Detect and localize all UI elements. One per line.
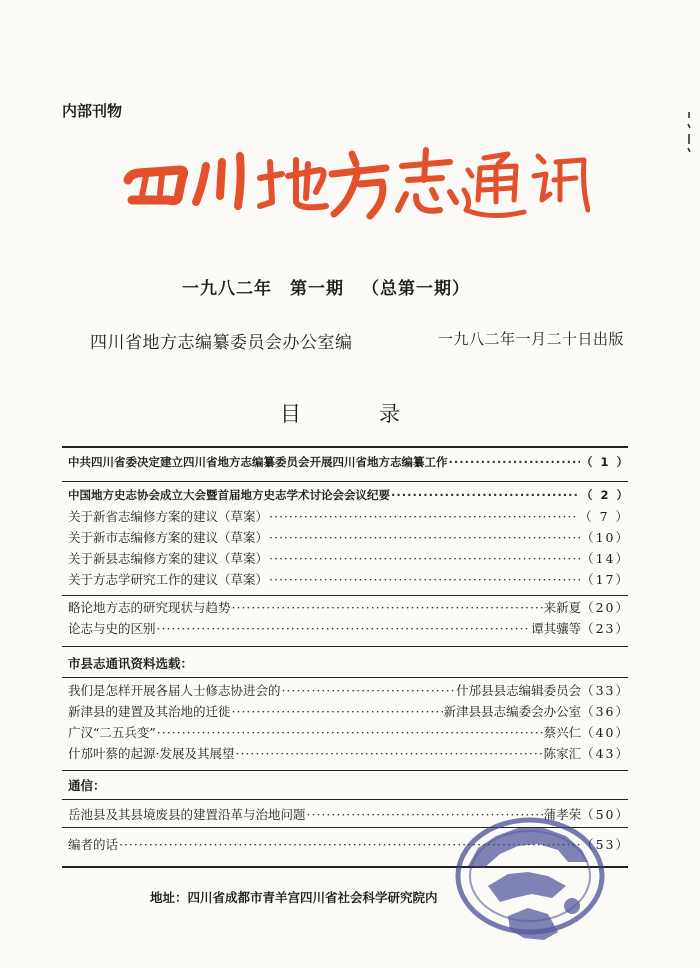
dot-leader — [269, 528, 580, 548]
toc-entry[interactable] — [68, 723, 630, 743]
toc-entry-title: 新津县的建置及其治地的迁徙 — [68, 704, 231, 719]
dot-leader — [157, 619, 531, 639]
dot-leader — [269, 570, 580, 590]
toc-entry-title: 广汉“二五兵变” — [68, 725, 156, 740]
toc-entry-page: （40） — [581, 725, 630, 740]
toc-entry[interactable] — [68, 528, 630, 548]
dot-leader — [449, 452, 580, 472]
toc-entry-page: （36） — [581, 704, 630, 719]
toc-entry-page: （14） — [581, 551, 630, 566]
issue-number: 第一期 — [290, 279, 344, 299]
internal-publication-label: 内部刊物 — [62, 102, 123, 120]
toc-divider — [62, 646, 628, 647]
toc-entry-author: 谭其骧等 — [531, 621, 582, 636]
dot-leader — [232, 598, 543, 618]
dot-leader — [391, 485, 580, 505]
toc-entry-page: （20） — [581, 600, 630, 615]
toc-entry-page: （43） — [581, 746, 630, 761]
address — [150, 888, 438, 906]
toc-entry-title: 关于新省志编修方案的建议（草案） — [68, 509, 269, 524]
stamp-seal-icon — [448, 806, 608, 956]
toc-entry[interactable] — [68, 549, 630, 569]
issue-total: （总第一期） — [362, 279, 470, 299]
library-stamp — [448, 806, 608, 956]
toc-entry-title: 关于方志学研究工作的建议（草案） — [68, 572, 269, 587]
toc-entry-title: 关于新县志编修方案的建议（草案） — [68, 551, 269, 566]
issue-year: 一九八二年 — [182, 279, 272, 299]
dot-leader — [269, 549, 580, 569]
toc-entry-author: 来新夏 — [543, 600, 582, 615]
toc-entry-page: （ 2 ） — [580, 488, 630, 502]
toc-entry-title: 论志与史的区别 — [68, 621, 156, 636]
toc-divider — [62, 595, 628, 596]
publish-date: 一九八二年一月二十日出版 — [438, 330, 625, 348]
toc-entry-page: （23） — [581, 621, 630, 636]
toc-entry-title: 什邡叶蔡的起源·发展及其展望 — [68, 746, 235, 761]
toc-title-char-1: 目 — [280, 402, 301, 426]
toc-entry-page: （10） — [581, 530, 630, 545]
dot-leader — [157, 723, 543, 743]
dot-leader — [282, 681, 456, 701]
toc-entry-page: （ 1 ） — [580, 455, 630, 469]
toc-entry-author: 蒲孝荣 — [543, 807, 582, 822]
toc-title — [280, 398, 400, 428]
dot-leader — [235, 744, 542, 764]
address-label: 地址： — [150, 890, 188, 905]
toc-entry-author: 陈家汇 — [543, 746, 582, 761]
toc-entry-author: 新津县县志编委会办公室 — [443, 704, 582, 719]
toc-entry[interactable] — [68, 744, 630, 764]
toc-entry-title: 我们是怎样开展各届人士修志协进会的 — [68, 683, 281, 698]
toc-divider — [62, 677, 628, 678]
toc-entry-title: 岳池县及其县境废县的建置沿革与治地问题 — [68, 807, 306, 822]
toc-entry-author: 蔡兴仁 — [543, 725, 582, 740]
toc-entry[interactable] — [68, 507, 630, 527]
toc-entry[interactable] — [68, 681, 630, 701]
toc-title-char-2: 录 — [379, 402, 400, 426]
toc-entry-title: 中共四川省委决定建立四川省地方志编纂委员会开展四川省地方志编纂工作 — [68, 455, 448, 469]
toc-entry-title: 中国地方史志协会成立大会暨首届地方史志学术讨论会会议纪要 — [68, 488, 390, 502]
publisher: 四川省地方志编纂委员会办公室编 — [90, 333, 353, 353]
toc-entry-page: （17） — [581, 572, 630, 587]
dot-leader — [232, 702, 443, 722]
toc-entry[interactable] — [68, 598, 630, 618]
toc-entry-page: （33） — [581, 683, 630, 698]
toc-entry-page: （ 7 ） — [579, 509, 630, 524]
toc-entry[interactable] — [68, 570, 630, 590]
toc-entry[interactable] — [68, 452, 630, 472]
toc-entry[interactable] — [68, 485, 630, 505]
toc-divider — [62, 446, 628, 448]
dot-leader — [269, 507, 578, 527]
scan-edge-mark — [686, 112, 692, 152]
masthead-logo — [120, 140, 590, 230]
address-value: 四川省成都市青羊宫四川省社会科学研究院内 — [187, 890, 438, 905]
toc-entry[interactable] — [68, 702, 630, 722]
toc-divider — [62, 770, 628, 771]
toc-divider — [62, 481, 628, 482]
toc-entry[interactable] — [68, 619, 630, 639]
toc-entry-author: 什邡县县志编辑委员会 — [456, 683, 582, 698]
masthead-calligraphy — [120, 140, 590, 230]
issue-info — [182, 274, 488, 299]
toc-entry-page: （53） — [581, 837, 630, 852]
section-heading-city-county: 市县志通讯资料选载： — [68, 656, 194, 671]
edge-mark-icon — [686, 112, 692, 152]
section-heading-correspondence: 通信： — [68, 778, 106, 793]
toc-entry-title: 编者的话 — [68, 837, 119, 852]
toc-divider — [62, 799, 628, 800]
toc-entry-title: 关于新市志编修方案的建议（草案） — [68, 530, 269, 545]
toc-entry-title: 略论地方志的研究现状与趋势 — [68, 600, 231, 615]
toc-entry-page: （50） — [581, 807, 630, 822]
